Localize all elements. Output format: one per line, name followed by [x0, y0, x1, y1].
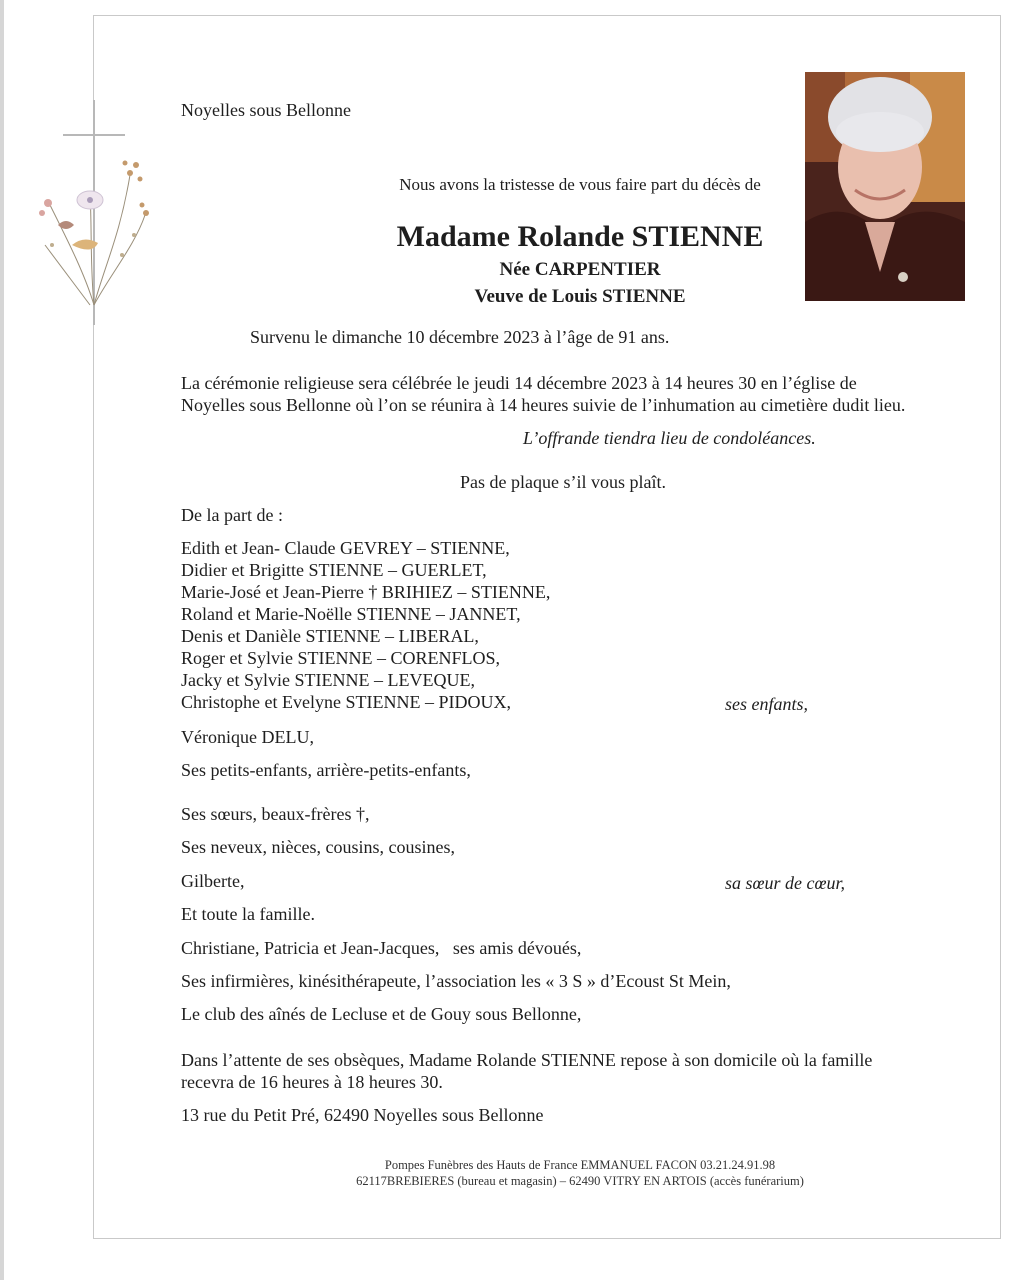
- club-line: Le club des aînés de Lecluse et de Gouy sous Bellonne,: [181, 1004, 582, 1024]
- child-line: Didier et Brigitte STIENNE – GUERLET,: [181, 560, 487, 580]
- no-plaque-note: Pas de plaque s’il vous plaît.: [460, 472, 666, 492]
- location: Noyelles sous Bellonne: [181, 100, 351, 120]
- footer-line-2: 62117BREBIERES (bureau et magasin) – 62490 VITRY EN ARTOIS (accès funérarium): [356, 1174, 804, 1188]
- maiden-name: Née CARPENTIER: [499, 259, 661, 280]
- nurses-line: Ses infirmières, kinésithérapeute, l’association les « 3 S » d’Ecoust St Mein,: [181, 971, 731, 991]
- child-line: Jacky et Sylvie STIENNE – LEVEQUE,: [181, 670, 475, 690]
- gilberte-line: Gilberte,: [181, 871, 245, 891]
- offering-note: L’offrande tiendra lieu de condoléances.: [523, 428, 816, 448]
- children-label: ses enfants,: [725, 694, 808, 714]
- address-line: 13 rue du Petit Pré, 62490 Noyelles sous Bellonne: [181, 1105, 544, 1125]
- nephews-line: Ses neveux, nièces, cousins, cousines,: [181, 837, 455, 857]
- footer-line-1: Pompes Funèbres des Hauts de France EMMANUEL FACON 03.21.24.91.98: [384, 1158, 776, 1172]
- deceased-name: Madame Rolande STIENNE: [396, 220, 764, 253]
- ceremony-line-1: La cérémonie religieuse sera célébrée le jeudi 14 décembre 2023 à 14 heures 30 en l’église de: [181, 373, 857, 393]
- cross-flowers-icon: [30, 95, 160, 330]
- child-line: Christophe et Evelyne STIENNE – PIDOUX,: [181, 692, 511, 712]
- rest-line-2: recevra de 16 heures à 18 heures 30.: [181, 1072, 443, 1092]
- widow-of: Veuve de Louis STIENNE: [474, 286, 686, 307]
- ceremony-line-2: Noyelles sous Bellonne où l’on se réunira à 14 heures suivie de l’inhumation au cimetière dudit lieu.: [181, 395, 906, 415]
- child-line: Marie-José et Jean-Pierre † BRIHIEZ – STIENNE,: [181, 582, 551, 602]
- intro-text: Nous avons la tristesse de vous faire part du décès de: [399, 175, 761, 194]
- rest-line-1: Dans l’attente de ses obsèques, Madame Rolande STIENNE repose à son domicile où la famille: [181, 1050, 873, 1070]
- grandchildren-line: Ses petits-enfants, arrière-petits-enfants,: [181, 760, 471, 780]
- child-line: Roger et Sylvie STIENNE – CORENFLOS,: [181, 648, 500, 668]
- child-line: Denis et Danièle STIENNE – LIBERAL,: [181, 626, 479, 646]
- from-label: De la part de :: [181, 505, 283, 525]
- page-edge: [0, 0, 4, 1280]
- family-line: Et toute la famille.: [181, 904, 315, 924]
- gilberte-label: sa sœur de cœur,: [725, 873, 846, 893]
- child-line: Roland et Marie-Noëlle STIENNE – JANNET,: [181, 604, 521, 624]
- death-date: Survenu le dimanche 10 décembre 2023 à l’âge de 91 ans.: [250, 327, 670, 347]
- sisters-line: Ses sœurs, beaux-frères †,: [181, 804, 370, 824]
- child-line: Edith et Jean- Claude GEVREY – STIENNE,: [181, 538, 510, 558]
- friends-line: Christiane, Patricia et Jean-Jacques, ses amis dévoués,: [181, 938, 582, 958]
- veronique-line: Véronique DELU,: [181, 727, 314, 747]
